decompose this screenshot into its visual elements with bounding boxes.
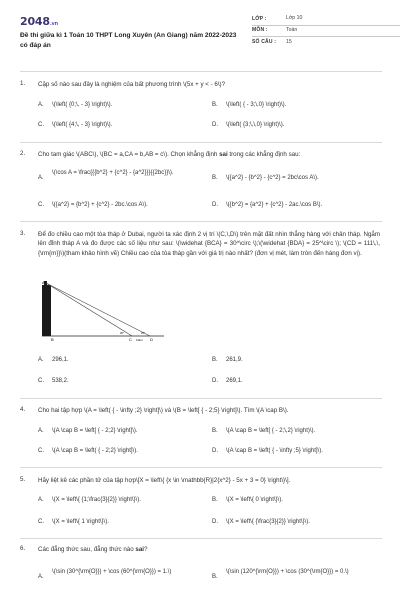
option-letter: B. <box>212 428 218 434</box>
option-text: \({a^2} = {b^2} + {c^2} - 2bc.\cos A\). <box>52 202 148 208</box>
option-text: 296,1. <box>52 357 69 363</box>
option-letter: D. <box>212 519 218 525</box>
option-text: \(A \cap B = \left( { - \infty ;5} \right]\). <box>226 448 323 454</box>
option-letter: B. <box>212 497 218 503</box>
logo-suffix: .vn <box>49 21 58 27</box>
option-text: \({a^2} - {b^2} - {c^2} = 2bc\cos A\). <box>226 175 319 181</box>
label-angle-d: 25° <box>141 332 145 335</box>
option-letter: C. <box>38 448 44 454</box>
option-text: \(X = \left\{ {\frac{3}{2}} \right\}\). <box>226 519 310 525</box>
label-cd: 111m <box>136 338 144 342</box>
subject-value: Toán <box>286 26 298 33</box>
divider <box>20 71 382 72</box>
option-letter: B. <box>212 102 218 108</box>
divider <box>20 142 382 143</box>
exam-title: Đề thi giữa kì 1 Toán 10 THPT Long Xuyên (An Giang) năm 2022-2023 có đáp án <box>20 32 237 49</box>
option-text: \(\cos A = \frac{{{b^2} + {c^2} - {a^2}}}{{2bc}}\). <box>52 170 174 176</box>
count-label: SỐ CÂU : <box>252 39 277 46</box>
option-letter: A. <box>38 175 44 181</box>
option-letter: C. <box>38 202 44 208</box>
option-text: \(\left( {0;\, - 3} \right)\). <box>52 102 113 108</box>
option-letter: D. <box>212 378 218 384</box>
question-number: 2. <box>20 150 26 157</box>
class-value: Lớp 10 <box>286 15 303 22</box>
meta-row-count <box>252 37 400 49</box>
meta-row-class <box>252 14 400 26</box>
option-letter: C. <box>38 519 44 525</box>
option-letter: A. <box>38 497 44 503</box>
class-label: LỚP : <box>252 15 267 22</box>
question-text: Để đo chiều cao một tòa tháp ở Dubai, người ta xác định 2 vị trí \(C,\,D\) trên mặt đất nhìn thẳng hàng với chân tháp. Ngắm lên đỉnh tháp A và đo được các số liệu như sau: \(\widehat {BCA} = 30^\circ \);\(\widehat {BDA} = 25^\circ \); \(CD = 111\,\,{\rm{m}}\)(tham khảo hình vẽ) Chiều cao của tòa tháp gần với giá trị nào nhất? (đơn vị mét, làm tròn đến hàng đơn vị). <box>38 231 380 257</box>
divider <box>20 398 382 399</box>
subject-label: MÔN : <box>252 27 268 34</box>
option-text: \(\left( {3;\,\,0} \right)\). <box>226 122 285 128</box>
option-letter: D. <box>212 448 218 454</box>
question-text-part: Cho tam giác \(ABC\), \(BC = a,CA = b,AB = c\). Chọn khẳng định <box>38 151 220 158</box>
tower-figure <box>38 279 172 343</box>
option-letter: C. <box>38 122 44 128</box>
option-text: \(A \cap B = \left[ { - 2;\,2} \right)\). <box>226 428 316 434</box>
option-text: \(\sin (30^{\rm{O}}) + \cos (60^{\rm{O}}) = 1.\) <box>52 569 172 575</box>
option-text: \(A \cap B = \left( { - 2;2} \right]\). <box>52 448 138 454</box>
exam-meta-table <box>252 14 400 49</box>
sight-line-d <box>46 283 150 336</box>
option-text: 261,9. <box>226 357 243 363</box>
option-text: 538,2. <box>52 378 69 384</box>
question-number: 1. <box>20 80 26 87</box>
option-text: \({b^2} = {a^2} + {c^2} - 2ac.\cos B\). <box>226 202 323 208</box>
option-letter: C. <box>38 378 44 384</box>
question-text-part: ? <box>144 546 148 553</box>
option-letter: A. <box>38 102 44 108</box>
question-text: Cặp số nào sau đây là nghiệm của bất phương trình \(5x + y < - 6\)? <box>38 81 226 88</box>
tower-shape <box>42 285 51 336</box>
option-text: \(X = \left\{ {1;\frac{3}{2}} \right\}\). <box>52 497 141 503</box>
option-letter: B. <box>212 574 218 580</box>
question-emphasis: sai <box>219 151 228 158</box>
option-letter: B. <box>212 175 218 181</box>
option-letter: D. <box>212 122 218 128</box>
question-number: 6. <box>20 545 26 552</box>
question-text <box>38 545 380 554</box>
option-text: \(\left( {4;\, - 3} \right)\). <box>52 122 113 128</box>
question-number: 4. <box>20 406 26 413</box>
question-number: 5. <box>20 476 26 483</box>
label-d: D <box>150 337 153 342</box>
option-text: \(\left( { - 3;\,0} \right)\). <box>226 102 287 108</box>
logo-text: 2048 <box>20 15 50 28</box>
question-text-part: Các đẳng thức sau, đẳng thức nào <box>38 546 136 553</box>
meta-row-subject <box>252 26 400 38</box>
option-text: \(X = \left\{ 1 \right\}\). <box>52 519 109 525</box>
option-letter: A. <box>38 574 44 580</box>
sight-line-c <box>46 283 132 336</box>
divider <box>20 221 382 222</box>
site-logo[interactable] <box>20 14 58 30</box>
label-c: C <box>129 337 132 342</box>
option-letter: D. <box>212 202 218 208</box>
option-text: \(\sin (120^{\rm{O}}) + \cos (30^{\rm{O}}) = 0.\) <box>226 569 349 575</box>
question-emphasis: sai <box>135 546 144 553</box>
label-angle-c: 30° <box>120 332 124 335</box>
question-text <box>38 150 380 159</box>
option-letter: B. <box>212 357 218 363</box>
exam-header <box>20 14 382 60</box>
question-number: 3. <box>20 230 26 237</box>
question-text-part: trong các khẳng định sau: <box>227 151 301 158</box>
option-text: \(A \cap B = \left[ { - 2;2} \right]\). <box>52 428 138 434</box>
label-b: B <box>51 337 54 342</box>
divider <box>20 467 382 468</box>
label-a: A <box>42 280 45 285</box>
question-text: Cho hai tập hợp \(A = \left( { - \infty ;2} \right]\) và \(B = \left[ { - 2;5} \right]\). Tìm \(A \cap B\). <box>38 407 289 414</box>
option-letter: A. <box>38 357 44 363</box>
option-letter: A. <box>38 428 44 434</box>
question-text: Hãy liệt kê các phần tử của tập hợp\[X = \left\{ {x \in \mathbb{R}|2{x^2} - 5x + 3 = 0} \right\}\]. <box>38 477 291 484</box>
divider <box>20 538 382 539</box>
count-value: 15 <box>286 38 292 45</box>
option-text: \(X = \left\{ 0 \right\}\). <box>226 497 283 503</box>
option-text: 269,1. <box>226 378 243 384</box>
